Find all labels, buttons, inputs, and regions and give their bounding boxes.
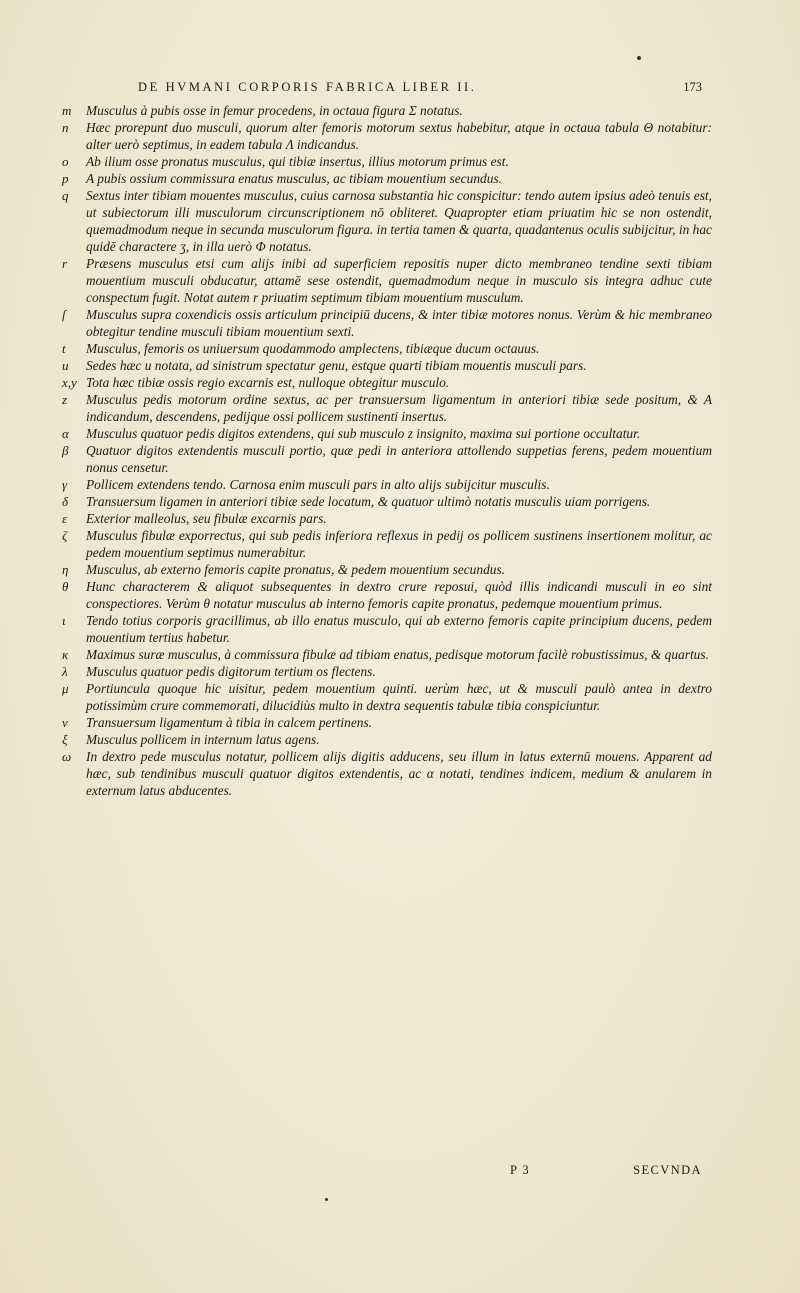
- entry-text: Musculus quatuor pedis digitorum tertium os flectens.: [86, 664, 376, 679]
- legend-entry: [62, 357, 712, 374]
- entry-letter: ε: [62, 511, 68, 526]
- page-number: 173: [683, 80, 702, 94]
- entry-text: Transuersum ligamentum à tibia in calcem pertinens.: [86, 715, 373, 730]
- entry-text: Hunc characterem & aliquot subsequentes in dextro crure reposui, quòd illis indicandi musculi in eo sint conspectiores. Verùm θ notatur musculus ab interno femoris capite pronatus, pedemque mouentium primus.: [86, 579, 712, 611]
- entry-letter: o: [62, 154, 69, 169]
- legend-entry: [62, 306, 712, 340]
- entry-letter: q: [62, 188, 69, 203]
- running-head: DE HVMANI CORPORIS FABRICA LIBER II.: [138, 80, 477, 94]
- entry-text: Pollicem extendens tendo. Carnosa enim musculi pars in alto alijs subijcitur musculis.: [86, 477, 550, 492]
- legend-entry: [62, 187, 712, 255]
- page-header: [138, 80, 702, 95]
- entry-text: Hæc prorepunt duo musculi, quorum alter femoris motorum sextus habebitur, atque in octaua tabula Θ notabitur: alter uerò septimus, in eadem tabula Λ indicandus.: [86, 120, 712, 152]
- entry-text: Musculus fibulæ exporrectus, qui sub pedis inferiora reflexus in pedij os pollicem sustinens insertionem molitur, ac pedem mouentium septimus numerabitur.: [86, 528, 712, 560]
- entry-text: Præsens musculus etsi cum alijs inibi ad superficiem repositis nuper dicto membraneo tendine sexti tibiam mouentium musculi obducatur, attamē sese ostendit, quemadmodum neque in musculo sis integra adhuc cute conspectum fugit. Notat autem r priuatim septimum tibiam mouentium musculum.: [86, 256, 712, 305]
- entry-letter: x,y: [62, 375, 77, 390]
- legend-entry: [62, 663, 712, 680]
- legend-entry: [62, 680, 712, 714]
- legend-entry: [62, 646, 712, 663]
- entry-letter: u: [62, 358, 69, 373]
- entry-letter: t: [62, 341, 66, 356]
- entry-letter: α: [62, 426, 69, 441]
- entry-letter: z: [62, 392, 68, 407]
- legend-entry: [62, 561, 712, 578]
- entry-text: Tota hæc tibiæ ossis regio excarnis est, nulloque obtegitur musculo.: [86, 375, 450, 390]
- entry-text: Musculus pedis motorum ordine sextus, ac per transuersum ligamentum in anteriori tibiæ sede positum, & A indicandum, descendens, pedijque ossi pollicem sustinenti insertus.: [86, 392, 712, 424]
- entry-letter: ω: [62, 749, 72, 764]
- entry-text: Musculus quatuor pedis digitos extendens, qui sub musculo z insignito, maxima sui portione occultatur.: [86, 426, 641, 441]
- entry-letter: p: [62, 171, 69, 186]
- entry-letter: κ: [62, 647, 69, 662]
- entry-text: Sedes hæc u notata, ad sinistrum spectatur genu, estque quarti tibiam mouentis musculi pars.: [86, 358, 587, 373]
- legend-entry: [62, 340, 712, 357]
- entry-text: Musculus à pubis osse in femur procedens, in octaua figura Σ notatus.: [86, 103, 463, 118]
- legend-entry: [62, 527, 712, 561]
- entry-letter: n: [62, 120, 69, 135]
- entry-text: Quatuor digitos extendentis musculi portio, quæ pedi in anteriora attollendo suppetias ferens, pedem mouentium nonus censetur.: [86, 443, 712, 475]
- legend-entry: [62, 714, 712, 731]
- entry-letter: η: [62, 562, 69, 577]
- entry-letter: γ: [62, 477, 68, 492]
- entry-text: A pubis ossium commissura enatus musculus, ac tibiam mouentium secundus.: [86, 171, 502, 186]
- ink-speck: [325, 1198, 328, 1201]
- entry-letter: ſ: [62, 307, 66, 322]
- ink-speck: [637, 56, 641, 60]
- legend-entry: [62, 578, 712, 612]
- entry-letter: δ: [62, 494, 69, 509]
- entry-letter: m: [62, 103, 72, 118]
- legend-entry: [62, 748, 712, 799]
- entry-text: Musculus, femoris os uniuersum quodammodo amplectens, tibiæque ducum octauus.: [86, 341, 540, 356]
- legend-entry: [62, 391, 712, 425]
- legend-entry: [62, 119, 712, 153]
- catchword: SECVNDA: [633, 1163, 702, 1177]
- entry-letter: ξ: [62, 732, 68, 747]
- entry-letter: β: [62, 443, 69, 458]
- entry-letter: ν: [62, 715, 68, 730]
- page-footer: [510, 1163, 702, 1178]
- entry-letter: r: [62, 256, 68, 271]
- legend-entry: [62, 476, 712, 493]
- entry-text: Musculus pollicem in internum latus agens.: [86, 732, 320, 747]
- entry-text: Musculus, ab externo femoris capite pronatus, & pedem mouentium secundus.: [86, 562, 506, 577]
- legend-entries: [62, 102, 712, 799]
- legend-entry: [62, 612, 712, 646]
- entry-text: In dextro pede musculus notatur, pollicem alijs digitis adducens, seu illum in latus externū mouens. Apparent ad hæc, sub tendinibus musculi quatuor digitos extendentis, ac α notati, tendines indicem, medium & anularem in externum latus abducentes.: [86, 749, 712, 798]
- legend-entry: [62, 153, 712, 170]
- legend-entry: [62, 255, 712, 306]
- entry-letter: λ: [62, 664, 68, 679]
- legend-entry: [62, 442, 712, 476]
- legend-entry: [62, 170, 712, 187]
- entry-letter: θ: [62, 579, 69, 594]
- legend-entry: [62, 102, 712, 119]
- entry-text: Exterior malleolus, seu fibulæ excarnis pars.: [86, 511, 327, 526]
- entry-text: Ab ilium osse pronatus musculus, qui tibiæ insertus, illius motorum primus est.: [86, 154, 509, 169]
- legend-entry: [62, 493, 712, 510]
- entry-text: Sextus inter tibiam mouentes musculus, cuius carnosa substantia hic conspicitur: tendo autem ipsius adeò tenuis est, ut subiectorum illi musculorum circunscriptionem nō obliteret. Quapropter etiam priuatim hic se non ostendit, quemadmodum neque in secunda musculorum figura. in tertia tamen & quarta, quadantenus oculis subijcitur, in hac quidē charactere ʒ, in illa uerò Φ notatus.: [86, 188, 712, 254]
- legend-entry: [62, 425, 712, 442]
- entry-letter: ι: [62, 613, 66, 628]
- entry-text: Portiuncula quoque hic uisitur, pedem mouentium quinti. uerùm hæc, ut & musculi paulò antea in dextro potissimùm crure commemorati, dilucidiùs multo in dextra sequentis tabulæ tibia conspiciuntur.: [86, 681, 712, 713]
- entry-text: Transuersum ligamen in anteriori tibiæ sede locatum, & quatuor ultimò notatis musculis uiam porrigens.: [86, 494, 651, 509]
- entry-text: Maximus suræ musculus, à commissura fibulæ ad tibiam enatus, pedisque motorum facilè robustissimus, & quartus.: [86, 647, 709, 662]
- signature-mark: P 3: [510, 1163, 531, 1177]
- entry-text: Musculus supra coxendicis ossis articulum principiū ducens, & inter tibiæ motores nonus. Verùm & hic membraneo obtegitur tendine musculi tibiam mouentium sexti.: [86, 307, 712, 339]
- entry-letter: μ: [62, 681, 69, 696]
- legend-entry: [62, 374, 712, 391]
- entry-letter: ζ: [62, 528, 68, 543]
- legend-entry: [62, 731, 712, 748]
- legend-entry: [62, 510, 712, 527]
- entry-text: Tendo totius corporis gracillimus, ab illo enatus musculo, qui ab externo femoris capite principium ducens, pedem mouentium tertius habetur.: [86, 613, 712, 645]
